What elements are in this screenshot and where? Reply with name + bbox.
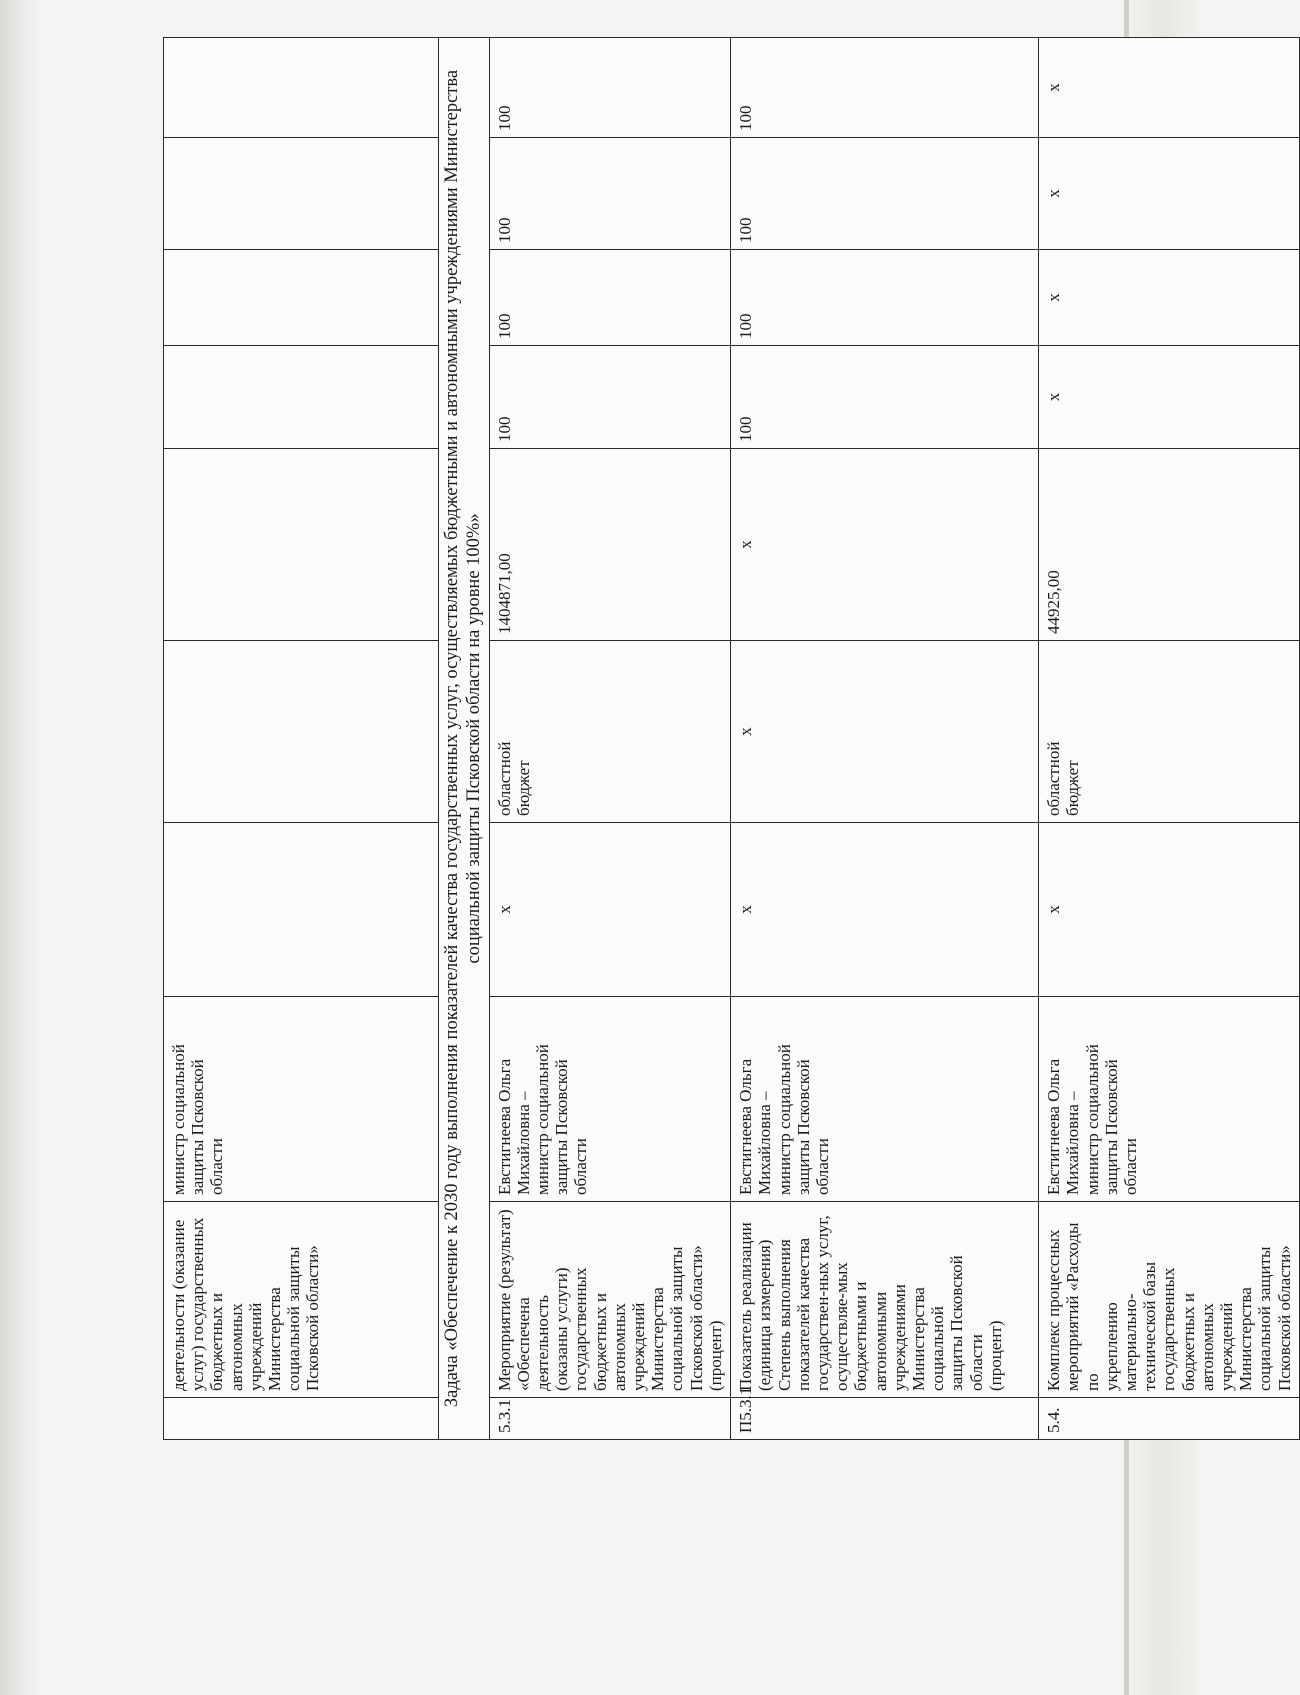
cell-value: 100 [731,250,1039,346]
cell-col10 [164,38,439,138]
cell-number: П5.3.1 [731,1398,1039,1440]
cell-name: Показатель реализации (единица измерения) Степень выполнения показателей качества государствен-ных услуг, осуществляе-мых бюджетными и автономными учреждениями Министерства социальной защиты Псковской области (процент) [731,1202,1039,1398]
cell-col6 [164,449,439,641]
cell-value: 100 [489,346,730,449]
table-row [489,38,730,1440]
cell-col9 [164,138,439,250]
cell-value: х [1039,38,1300,138]
table-row-continuation [164,38,439,1440]
cell-col4 [164,823,439,997]
cell-amount: 44925,00 [1039,449,1300,641]
cell-col7 [164,346,439,449]
rotated-page [163,38,1294,1440]
cell-number: 5.4. [1039,1398,1300,1440]
cell-value: х [1039,250,1300,346]
cell-col4: х [731,823,1039,997]
cell-col8 [164,250,439,346]
scan-edge-left [0,0,42,1695]
cell-responsible: Евстигнеева Ольга Михайловна – министр социальной защиты Псковской области [731,997,1039,1202]
cell-col4: х [1039,823,1300,997]
cell-name: Комплекс процессных мероприятий «Расходы по укреплению материально- технической базы государственных бюджетных и автономных учреждений Министерства социальной защиты Псковской области» [1039,1202,1300,1398]
cell-source: областной бюджет [1039,641,1300,823]
cell-number: 5.3.1 [489,1398,730,1440]
cell-value: х [1039,346,1300,449]
cell-source: областной бюджет [489,641,730,823]
table-row-task [439,38,490,1440]
task-heading: Задача «Обеспечение к 2030 году выполнения показателей качества государственных услуг, осуществляемых бюджетными и автономными учреждениями Министерства социальной защиты Псковской области на уровне 100%» [439,38,490,1440]
cell-amount: 1404871,00 [489,449,730,641]
cell-amount: х [731,449,1039,641]
cell-responsible: министр социальной защиты Псковской области [164,997,439,1202]
cell-value: 100 [489,250,730,346]
cell-value: 100 [489,138,730,250]
cell-number [164,1398,439,1440]
table-row [1039,38,1300,1440]
cell-col5 [164,641,439,823]
program-table [163,37,1300,1440]
cell-value: 100 [731,346,1039,449]
cell-name: деятельности (оказание услуг) государственных бюджетных и автономных учреждений Министерства социальной защиты Псковской области» [164,1202,439,1398]
cell-col4: х [489,823,730,997]
table-row [731,38,1039,1440]
cell-responsible: Евстигнеева Ольга Михайловна – министр социальной защиты Псковской области [489,997,730,1202]
cell-value: х [1039,138,1300,250]
cell-source: х [731,641,1039,823]
cell-value: 100 [489,38,730,138]
cell-name: Мероприятие (результат) «Обеспечена деятельность (оказаны услуги) государственных бюджетных и автономных учреждений Министерства социальной защиты Псковской области» (процент) [489,1202,730,1398]
cell-responsible: Евстигнеева Ольга Михайловна – министр социальной защиты Псковской области [1039,997,1300,1202]
cell-value: 100 [731,138,1039,250]
cell-value: 100 [731,38,1039,138]
